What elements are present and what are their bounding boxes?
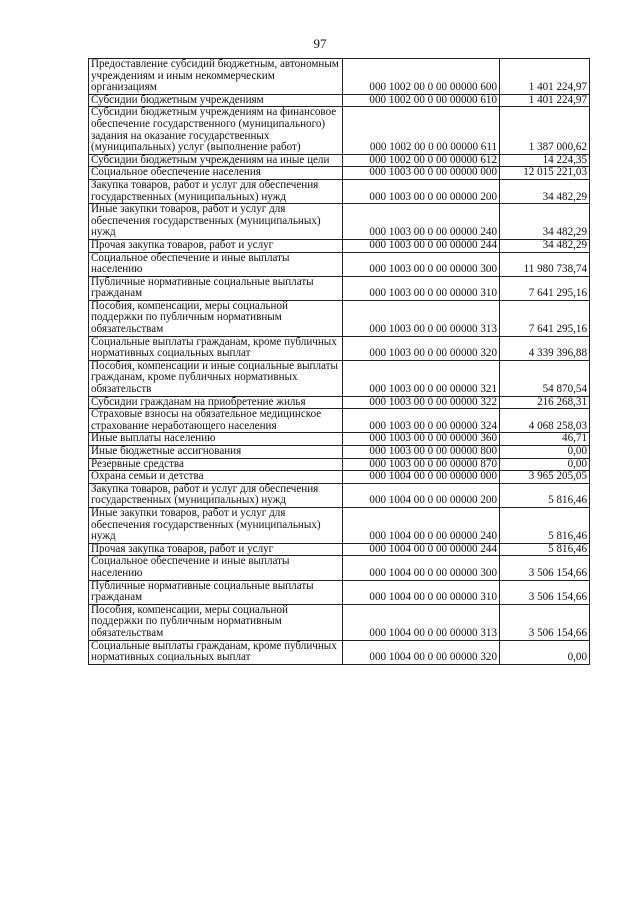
row-name-cell: Иные закупки товаров, работ и услуг для обеспечения государственных (муниципальных) нужд bbox=[89, 507, 343, 543]
row-code-cell: 000 1002 00 0 00 00000 611 bbox=[343, 107, 500, 154]
row-name-cell: Иные закупки товаров, работ и услуг для обеспечения государственных (муниципальных) нужд bbox=[89, 204, 343, 240]
row-amount-cell: 34 482,29 bbox=[500, 204, 590, 240]
row-amount-cell: 3 506 154,66 bbox=[500, 556, 590, 580]
budget-table-body bbox=[89, 59, 590, 665]
row-code-cell: 000 1003 00 0 00 00000 320 bbox=[343, 336, 500, 360]
table-row bbox=[89, 239, 590, 252]
table-row bbox=[89, 640, 590, 664]
row-code-cell: 000 1002 00 0 00 00000 610 bbox=[343, 94, 500, 107]
row-amount-cell: 7 641 295,16 bbox=[500, 276, 590, 300]
row-code-cell: 000 1003 00 0 00 00000 313 bbox=[343, 300, 500, 336]
row-amount-cell: 3 506 154,66 bbox=[500, 604, 590, 640]
row-code-cell: 000 1003 00 0 00 00000 324 bbox=[343, 409, 500, 433]
row-amount-cell: 3 506 154,66 bbox=[500, 580, 590, 604]
row-code-cell: 000 1004 00 0 00 00000 313 bbox=[343, 604, 500, 640]
row-amount-cell: 5 816,46 bbox=[500, 483, 590, 507]
table-row bbox=[89, 446, 590, 459]
row-name-cell: Социальное обеспечение и иные выплаты населению bbox=[89, 252, 343, 276]
row-code-cell: 000 1004 00 0 00 00000 310 bbox=[343, 580, 500, 604]
row-name-cell: Прочая закупка товаров, работ и услуг bbox=[89, 239, 343, 252]
row-code-cell: 000 1003 00 0 00 00000 240 bbox=[343, 204, 500, 240]
table-row bbox=[89, 543, 590, 556]
row-amount-cell: 1 387 000,62 bbox=[500, 107, 590, 154]
row-code-cell: 000 1002 00 0 00 00000 600 bbox=[343, 59, 500, 95]
row-name-cell: Резервные средства bbox=[89, 458, 343, 471]
table-row bbox=[89, 154, 590, 167]
row-amount-cell: 0,00 bbox=[500, 458, 590, 471]
row-code-cell: 000 1003 00 0 00 00000 800 bbox=[343, 446, 500, 459]
row-code-cell: 000 1004 00 0 00 00000 000 bbox=[343, 471, 500, 484]
table-row bbox=[89, 252, 590, 276]
table-row bbox=[89, 336, 590, 360]
row-name-cell: Иные бюджетные ассигнования bbox=[89, 446, 343, 459]
row-name-cell: Охрана семьи и детства bbox=[89, 471, 343, 484]
row-name-cell: Пособия, компенсации, меры социальной поддержки по публичным нормативным обязательствам bbox=[89, 300, 343, 336]
page-number: 97 bbox=[313, 36, 327, 51]
row-name-cell: Страховые взносы на обязательное медицинское страхование неработающего населения bbox=[89, 409, 343, 433]
row-code-cell: 000 1003 00 0 00 00000 000 bbox=[343, 167, 500, 180]
row-name-cell: Иные выплаты населению bbox=[89, 433, 343, 446]
row-amount-cell: 14 224,35 bbox=[500, 154, 590, 167]
table-row bbox=[89, 300, 590, 336]
table-row bbox=[89, 580, 590, 604]
table-row bbox=[89, 433, 590, 446]
row-code-cell: 000 1004 00 0 00 00000 244 bbox=[343, 543, 500, 556]
table-row bbox=[89, 507, 590, 543]
row-name-cell: Субсидии гражданам на приобретение жилья bbox=[89, 396, 343, 409]
row-amount-cell: 1 401 224,97 bbox=[500, 59, 590, 95]
table-row bbox=[89, 204, 590, 240]
row-amount-cell: 11 980 738,74 bbox=[500, 252, 590, 276]
row-code-cell: 000 1003 00 0 00 00000 200 bbox=[343, 179, 500, 203]
row-name-cell: Пособия, компенсации, меры социальной поддержки по публичным нормативным обязательствам bbox=[89, 604, 343, 640]
table-row bbox=[89, 107, 590, 154]
row-amount-cell: 1 401 224,97 bbox=[500, 94, 590, 107]
table-row bbox=[89, 167, 590, 180]
row-amount-cell: 34 482,29 bbox=[500, 239, 590, 252]
row-code-cell: 000 1003 00 0 00 00000 870 bbox=[343, 458, 500, 471]
row-code-cell: 000 1003 00 0 00 00000 310 bbox=[343, 276, 500, 300]
row-amount-cell: 3 965 205,05 bbox=[500, 471, 590, 484]
row-name-cell: Субсидии бюджетным учреждениям на иные цели bbox=[89, 154, 343, 167]
table-row bbox=[89, 179, 590, 203]
row-code-cell: 000 1003 00 0 00 00000 321 bbox=[343, 360, 500, 396]
table-row bbox=[89, 276, 590, 300]
row-name-cell: Социальное обеспечение населения bbox=[89, 167, 343, 180]
row-amount-cell: 34 482,29 bbox=[500, 179, 590, 203]
row-name-cell: Социальные выплаты гражданам, кроме публичных нормативных социальных выплат bbox=[89, 640, 343, 664]
row-amount-cell: 46,71 bbox=[500, 433, 590, 446]
row-code-cell: 000 1003 00 0 00 00000 300 bbox=[343, 252, 500, 276]
table-row bbox=[89, 458, 590, 471]
row-name-cell: Субсидии бюджетным учреждениям bbox=[89, 94, 343, 107]
row-amount-cell: 216 268,31 bbox=[500, 396, 590, 409]
table-row bbox=[89, 409, 590, 433]
row-amount-cell: 5 816,46 bbox=[500, 507, 590, 543]
row-code-cell: 000 1004 00 0 00 00000 300 bbox=[343, 556, 500, 580]
table-row bbox=[89, 59, 590, 95]
row-name-cell: Публичные нормативные социальные выплаты гражданам bbox=[89, 580, 343, 604]
row-name-cell: Закупка товаров, работ и услуг для обеспечения государственных (муниципальных) нужд bbox=[89, 179, 343, 203]
row-amount-cell: 0,00 bbox=[500, 640, 590, 664]
table-row bbox=[89, 483, 590, 507]
table-row bbox=[89, 556, 590, 580]
table-row bbox=[89, 94, 590, 107]
row-name-cell: Закупка товаров, работ и услуг для обеспечения государственных (муниципальных) нужд bbox=[89, 483, 343, 507]
table-row bbox=[89, 471, 590, 484]
row-code-cell: 000 1002 00 0 00 00000 612 bbox=[343, 154, 500, 167]
row-name-cell: Прочая закупка товаров, работ и услуг bbox=[89, 543, 343, 556]
budget-table bbox=[88, 58, 590, 665]
row-name-cell: Социальное обеспечение и иные выплаты населению bbox=[89, 556, 343, 580]
row-name-cell: Субсидии бюджетным учреждениям на финансовое обеспечение государственного (муниципального) задания на оказание государственных (муниципальных) услуг (выполнение работ) bbox=[89, 107, 343, 154]
row-name-cell: Пособия, компенсации и иные социальные выплаты гражданам, кроме публичных нормативных обязательств bbox=[89, 360, 343, 396]
row-amount-cell: 7 641 295,16 bbox=[500, 300, 590, 336]
row-code-cell: 000 1003 00 0 00 00000 360 bbox=[343, 433, 500, 446]
row-amount-cell: 12 015 221,03 bbox=[500, 167, 590, 180]
row-name-cell: Предоставление субсидий бюджетным, автономным учреждениям и иным некоммерческим организациям bbox=[89, 59, 343, 95]
table-row bbox=[89, 360, 590, 396]
row-code-cell: 000 1004 00 0 00 00000 240 bbox=[343, 507, 500, 543]
row-amount-cell: 5 816,46 bbox=[500, 543, 590, 556]
row-name-cell: Социальные выплаты гражданам, кроме публичных нормативных социальных выплат bbox=[89, 336, 343, 360]
row-code-cell: 000 1003 00 0 00 00000 244 bbox=[343, 239, 500, 252]
row-amount-cell: 4 339 396,88 bbox=[500, 336, 590, 360]
row-name-cell: Публичные нормативные социальные выплаты гражданам bbox=[89, 276, 343, 300]
table-row bbox=[89, 396, 590, 409]
row-code-cell: 000 1004 00 0 00 00000 320 bbox=[343, 640, 500, 664]
row-code-cell: 000 1003 00 0 00 00000 322 bbox=[343, 396, 500, 409]
row-amount-cell: 54 870,54 bbox=[500, 360, 590, 396]
row-code-cell: 000 1004 00 0 00 00000 200 bbox=[343, 483, 500, 507]
row-amount-cell: 4 068 258,03 bbox=[500, 409, 590, 433]
row-amount-cell: 0,00 bbox=[500, 446, 590, 459]
table-row bbox=[89, 604, 590, 640]
